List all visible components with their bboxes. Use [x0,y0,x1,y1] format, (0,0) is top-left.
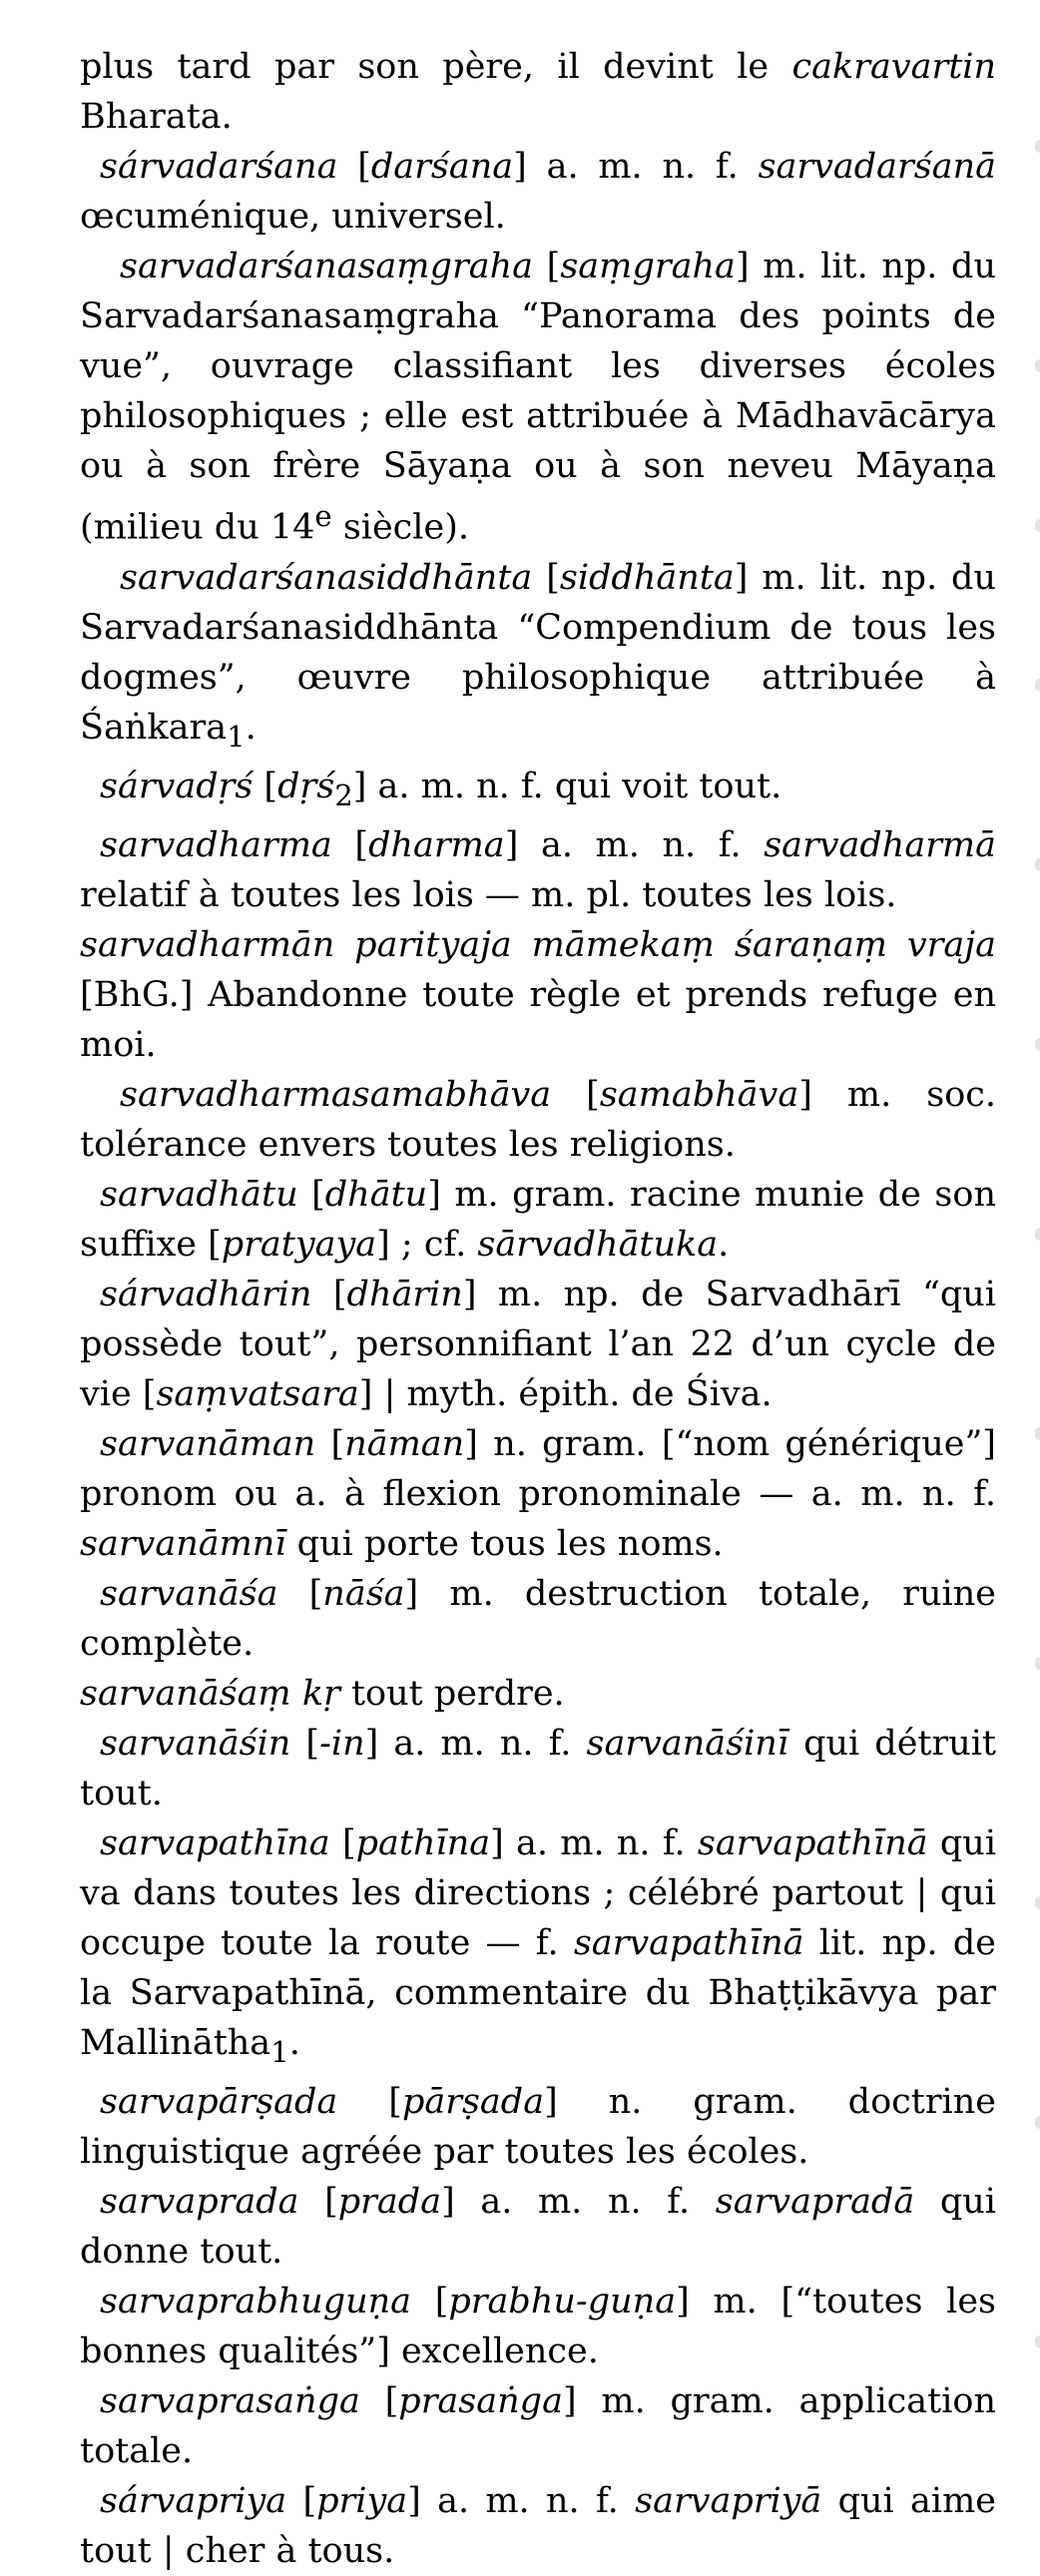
entry-text: [ [277,1573,323,1614]
entry-sarvaprada [80,2177,996,2277]
entry-text: [ [329,1822,356,1863]
edge-mark [1035,1038,1040,1051]
definition: ] a. m. n. f. qui voit tout. [352,766,782,806]
headword: sárvadhārin [100,1274,312,1314]
etymology: nāman [344,1423,465,1464]
entry-sarvaprasanga [80,2376,996,2476]
definition: qui aime tout | cher à tous. [80,2480,997,2571]
headword: sarvaprada [100,2181,299,2222]
definition: ] m. gram. application totale. [80,2380,996,2471]
entry-text: ] m. lit. np. du Sarvadarśanasiddhānta “Compendium de tous les dogmes”, œuvre philosophique attribuée à Śaṅkara [80,557,996,748]
entry-sarvadrs [80,762,996,820]
etymology: prada [337,2181,442,2222]
definition: ] n. gram. doctrine linguistique agréée par toutes les écoles. [80,2081,997,2172]
headword: sarvadarśanasaṃgraha [120,247,534,286]
etymology: prabhu-guṇa [448,2281,677,2321]
headword: sarvadhātu [100,1174,298,1215]
definition: qui donne tout. [80,2181,996,2272]
edge-mark [1035,1228,1040,1241]
entry-sarvanasa [80,1569,996,1669]
entry-text: [ [359,2380,399,2421]
entry-text: [ [286,2480,317,2521]
entry-text: [ [551,1074,600,1115]
entry-text: ] m. np. de Sarvadhārī “qui possède tout”, personnifiant l’an 22 d’un cycle de vie [ [80,1274,996,1414]
feminine-form: sarvapriyā [635,2480,822,2521]
etymology: saṃgraha [560,247,736,286]
entry-text: [ [298,2181,338,2222]
feminine-form: sarvanāmnī [80,1523,286,1564]
subscript: 2 [334,777,353,812]
feminine-form: sarvapradā [715,2181,915,2222]
entry-text: ] ; cf. [376,1224,478,1265]
edge-mark [1035,519,1040,532]
entry-text: ] m. gram. racine munie de son suffixe [ [80,1174,996,1265]
entry-text: [ [411,2281,449,2321]
entry-text: ] a. m. n. f. [407,2480,636,2521]
edge-mark [1035,140,1040,153]
entry-text: Bharata. [80,97,233,137]
edge-mark [1035,2335,1040,2348]
etymology: pārṣada [401,2081,545,2122]
headword: sarvapārṣada [100,2081,338,2122]
definition: [BhG.] Abandonne toute règle et prends refuge en moi. [80,974,996,1065]
entry-sarvanasin [80,1719,996,1818]
entry-sarvaparsada [80,2077,996,2177]
headword: sarvaprabhuguṇa [100,2281,412,2321]
definition: siècle). [331,507,469,548]
entry-text: ] a. m. n. f. [504,824,765,865]
edge-mark [1035,359,1040,372]
entry-text: [ [315,1423,345,1464]
entry-text: ] n. gram. [“nom générique”] pronom ou a. à flexion pronominale — a. m. n. f. [80,1423,996,1514]
entry-text: lit. np. de la Sarvapathīnā, commentaire du Bhaṭṭikāvya par Mallinātha [80,1922,996,2063]
feminine-form: sarvanāśinī [586,1723,788,1764]
entry-sarvanaman [80,1419,996,1569]
entry-text: ] a. m. n. f. [364,1723,587,1764]
entry-sarvadharma [80,820,996,920]
feminine-form: sarvadharmā [764,824,996,865]
entry-text: ] m. lit. np. du Sarvadarśanasaṃgraha “Panorama des points de vue”, ouvrage classifiant les diverses écoles philosophiques ; elle est attribuée à Mādhavācārya ou à son frère Sāyaṇa ou à son neveu Māyaṇa (milieu du 14 [80,247,996,548]
headword: sarvadharmasamabhāva [120,1074,552,1115]
phrase-sarvadharman [80,920,996,1070]
definition: ] | myth. épith. de Śiva. [358,1373,773,1414]
definition: œcuménique, universel. [80,197,506,237]
headword: sárvadarśana [100,147,338,187]
entry-text: [ [290,1723,320,1764]
phrase-sarvanasam-kr [80,1669,996,1719]
cross-reference: sārvadhātuka [477,1224,719,1265]
entry-text: [ [337,2081,402,2122]
entry-sarvadharmasamabhava [80,1070,996,1170]
etymology: prasaṅga [398,2380,563,2421]
entry-sarvadhatu [80,1170,996,1270]
entry-text: [ [331,824,369,865]
entry-sarvapathina [80,1818,996,2077]
etymology: siddhānta [559,557,735,598]
entry-continuation [80,42,996,142]
italic-term: cakravartin [791,47,996,87]
etymology: dṛś [277,766,335,806]
entry-sarvadarsanasamgraha [80,242,996,553]
entry-text: [ [311,1274,347,1314]
etymology: pathīna [355,1822,491,1863]
entry-text: ] a. m. n. f. [441,2181,716,2222]
edge-mark [1035,2116,1040,2129]
etymology: nāśa [322,1573,405,1614]
etymology: -in [319,1723,365,1764]
superscript: e [314,499,332,533]
definition: qui détruit tout. [80,1723,997,1813]
entry-text: qui va dans toutes les directions ; célébré partout | qui occupe toute la route — f. [80,1822,997,1963]
etymology: priya [316,2480,408,2521]
feminine-form: sarvadarśanā [758,147,996,187]
headword: sárvadṛś [100,766,254,806]
headword: sarvapathīna [100,1822,330,1863]
definition: qui porte tous les noms. [285,1523,724,1564]
headword: sárvapriya [100,2480,287,2521]
headword: sarvadharma [100,824,332,865]
definition: ] m. soc. tolérance envers toutes les religions. [80,1074,997,1165]
entry-text: ] a. m. n. f. [513,147,759,187]
entry-sarvaprabhuguna [80,2277,996,2376]
entry-text: [ [533,247,561,286]
definition: ] m. [“toutes les bonnes qualités”] excellence. [80,2281,996,2371]
etymology: dhārin [346,1274,463,1314]
edge-mark [1035,679,1040,692]
edge-mark [1035,1896,1040,1909]
etymology: darśana [370,147,514,187]
entry-text: [ [532,557,560,598]
edge-mark [1035,1657,1040,1670]
definition: ] m. destruction totale, ruine complète. [80,1573,997,1664]
subscript: 1 [227,719,246,754]
subscript: 1 [270,2034,289,2069]
entry-text: ] a. m. n. f. [490,1822,698,1863]
headword: sarvanāman [100,1423,316,1464]
headword: sarvanāśa [100,1573,278,1614]
definition: . [245,707,257,748]
etymology: dhātu [324,1174,428,1215]
page-edge-marks [1032,0,1040,2527]
dictionary-column [80,42,996,2576]
etymology: dharma [368,824,505,865]
entry-text: plus tard par son père, il devint le [80,47,792,87]
definition: . [718,1224,730,1265]
italic-term: saṃvatsara [156,1373,359,1414]
edge-mark [1035,1427,1040,1440]
entry-sarvadarsanasiddhanta [80,553,996,762]
headword: sarvaprasaṅga [100,2380,360,2421]
etymology: samabhāva [599,1074,799,1115]
entry-sarvapriya [80,2476,996,2576]
feminine-form: sarvapathīnā [697,1822,928,1863]
phrase-headword: sarvadharmān parityaja māmekaṃ śaraṇaṃ vraja [80,924,996,965]
definition: tout perdre. [339,1673,565,1714]
entry-text: [ [337,147,371,187]
italic-term: sarvapathīnā [573,1922,804,1963]
italic-term: pratyaya [221,1224,377,1265]
edge-mark [1035,858,1040,871]
entry-sarvadharin [80,1270,996,1419]
definition: . [288,2022,300,2063]
headword: sarvanāśin [100,1723,291,1764]
entry-text: [ [253,766,278,806]
phrase-headword: sarvanāśaṃ kṛ [80,1673,340,1714]
entry-text: [ [297,1174,325,1215]
definition: relatif à toutes les lois — m. pl. toutes les lois. [80,874,897,915]
entry-sarvadarsana [80,142,996,242]
headword: sarvadarśanasiddhānta [120,557,533,598]
